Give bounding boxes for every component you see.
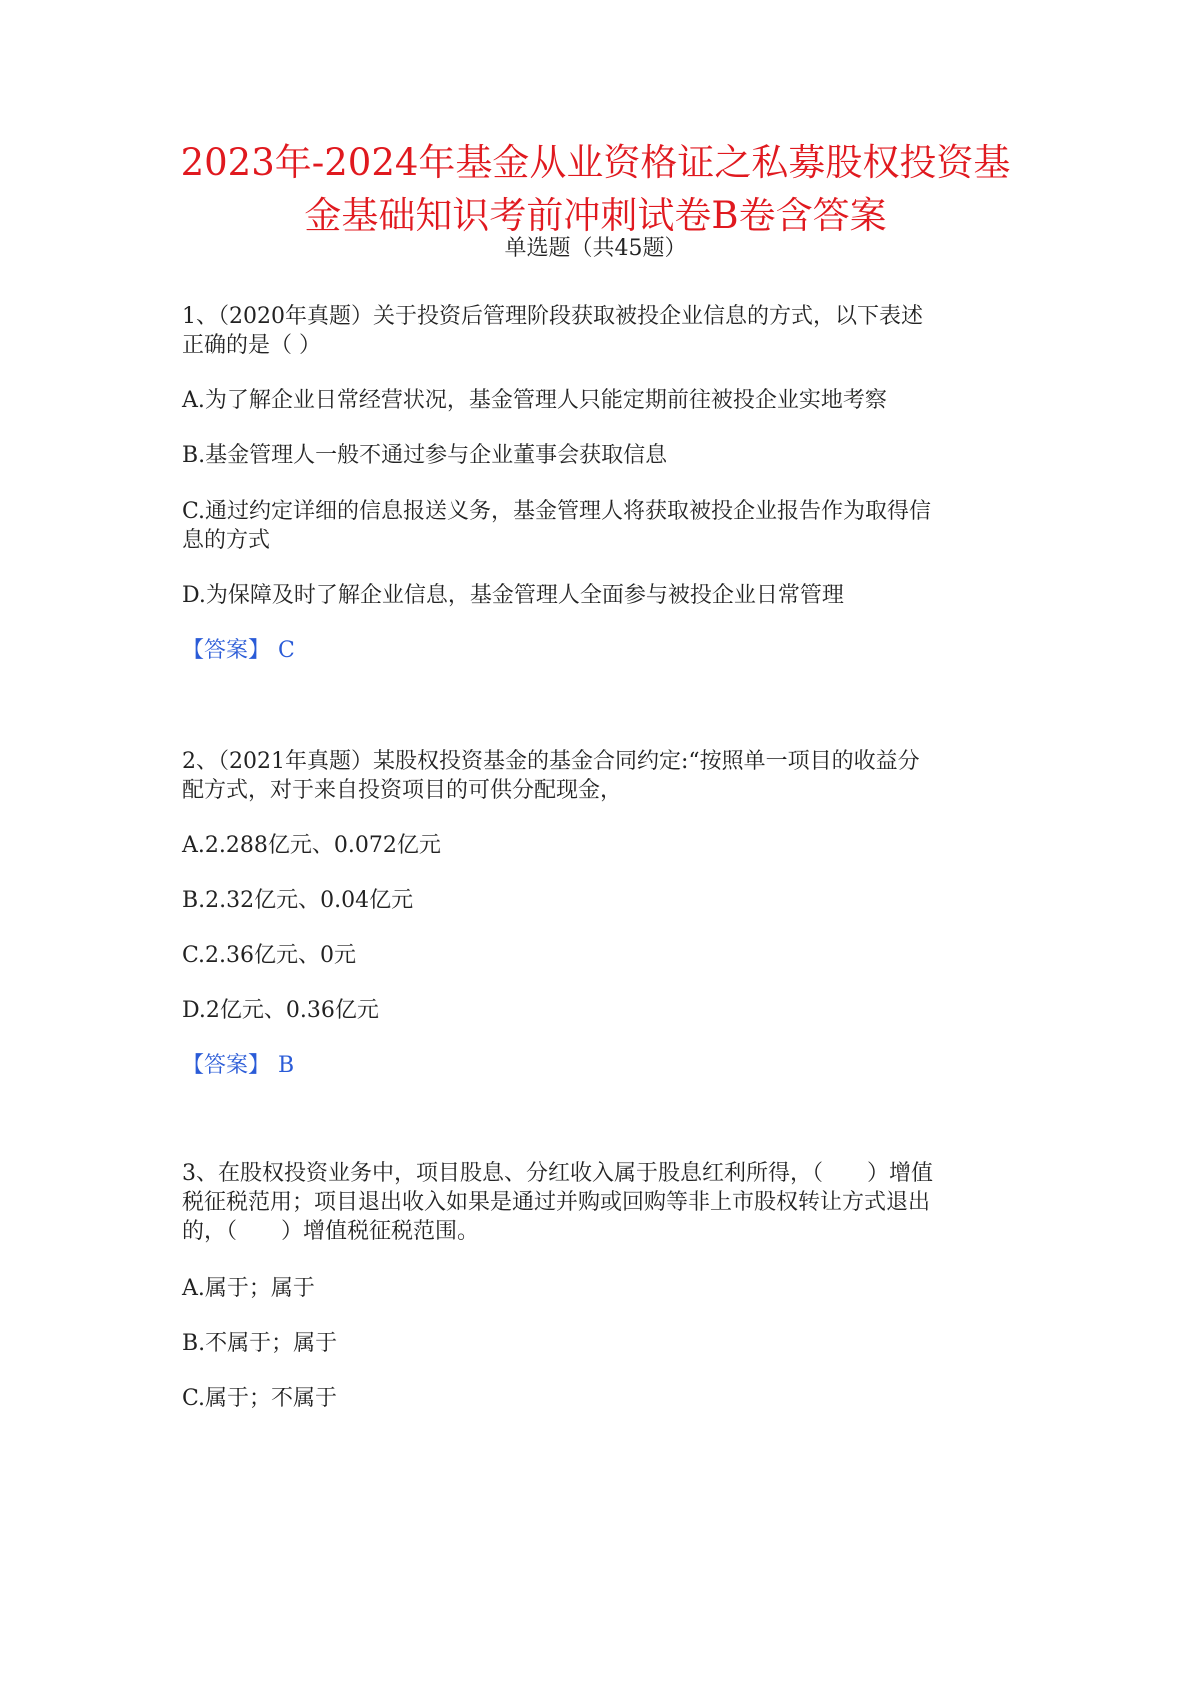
title-line-1: 2023年-2024年基金从业资格证之私募股权投资基 xyxy=(180,141,1011,184)
question-1-stem-line-2: 正确的是（ ） xyxy=(182,333,321,358)
title-line-2: 金基础知识考前冲刺试卷B卷含答案 xyxy=(304,194,887,237)
question-1-option-a: A.为了解企业日常经营状况，基金管理人只能定期前往被投企业实地考察 xyxy=(182,388,887,413)
question-2-option-b: B.2.32亿元、0.04亿元 xyxy=(182,888,414,913)
answer-label: 【答案】 xyxy=(182,1053,271,1078)
question-1-option-b: B.基金管理人一般不通过参与企业董事会获取信息 xyxy=(182,443,668,468)
document-title xyxy=(150,136,1041,242)
question-2-answer xyxy=(182,1050,1022,1082)
question-3-option-c: C.属于；不属于 xyxy=(182,1386,338,1411)
question-2-stem-line-2: 配方式，对于来自投资项目的可供分配现金， xyxy=(182,778,623,803)
question-1-option-d: D.为保障及时了解企业信息，基金管理人全面参与被投企业日常管理 xyxy=(182,583,844,608)
question-3-stem-line-1: 3、在股权投资业务中，项目股息、分红收入属于股息红利所得，（ ）增值 xyxy=(182,1161,933,1186)
question-1-answer xyxy=(182,635,1022,667)
question-3-option-a: A.属于；属于 xyxy=(182,1276,315,1301)
answer-value: B xyxy=(278,1053,295,1078)
answer-value: C xyxy=(278,638,295,663)
question-2-option-d: D.2亿元、0.36亿元 xyxy=(182,998,379,1023)
section-heading: 单选题（共45题） xyxy=(504,236,687,261)
question-2-stem-line-1: 2、（2021年真题）某股权投资基金的基金合同约定:“按照单一项目的收益分 xyxy=(182,749,920,774)
question-2-option-a: A.2.288亿元、0.072亿元 xyxy=(182,833,441,858)
answer-label: 【答案】 xyxy=(182,638,271,663)
question-3-stem-line-2: 税征税范用；项目退出收入如果是通过并购或回购等非上市股权转让方式退出 xyxy=(182,1190,931,1215)
question-1-stem-line-1: 1、（2020年真题）关于投资后管理阶段获取被投企业信息的方式，以下表述 xyxy=(182,304,923,329)
question-1-option-c: C.通过约定详细的信息报送义务，基金管理人将获取被投企业报告作为取得信 xyxy=(182,499,932,524)
question-3-option-b: B.不属于；属于 xyxy=(182,1331,338,1356)
question-3-stem-line-3: 的，（ ）增值税征税范围。 xyxy=(182,1219,480,1244)
question-1-option-c-cont: 息的方式 xyxy=(182,528,271,553)
question-2-option-c: C.2.36亿元、0元 xyxy=(182,943,357,968)
